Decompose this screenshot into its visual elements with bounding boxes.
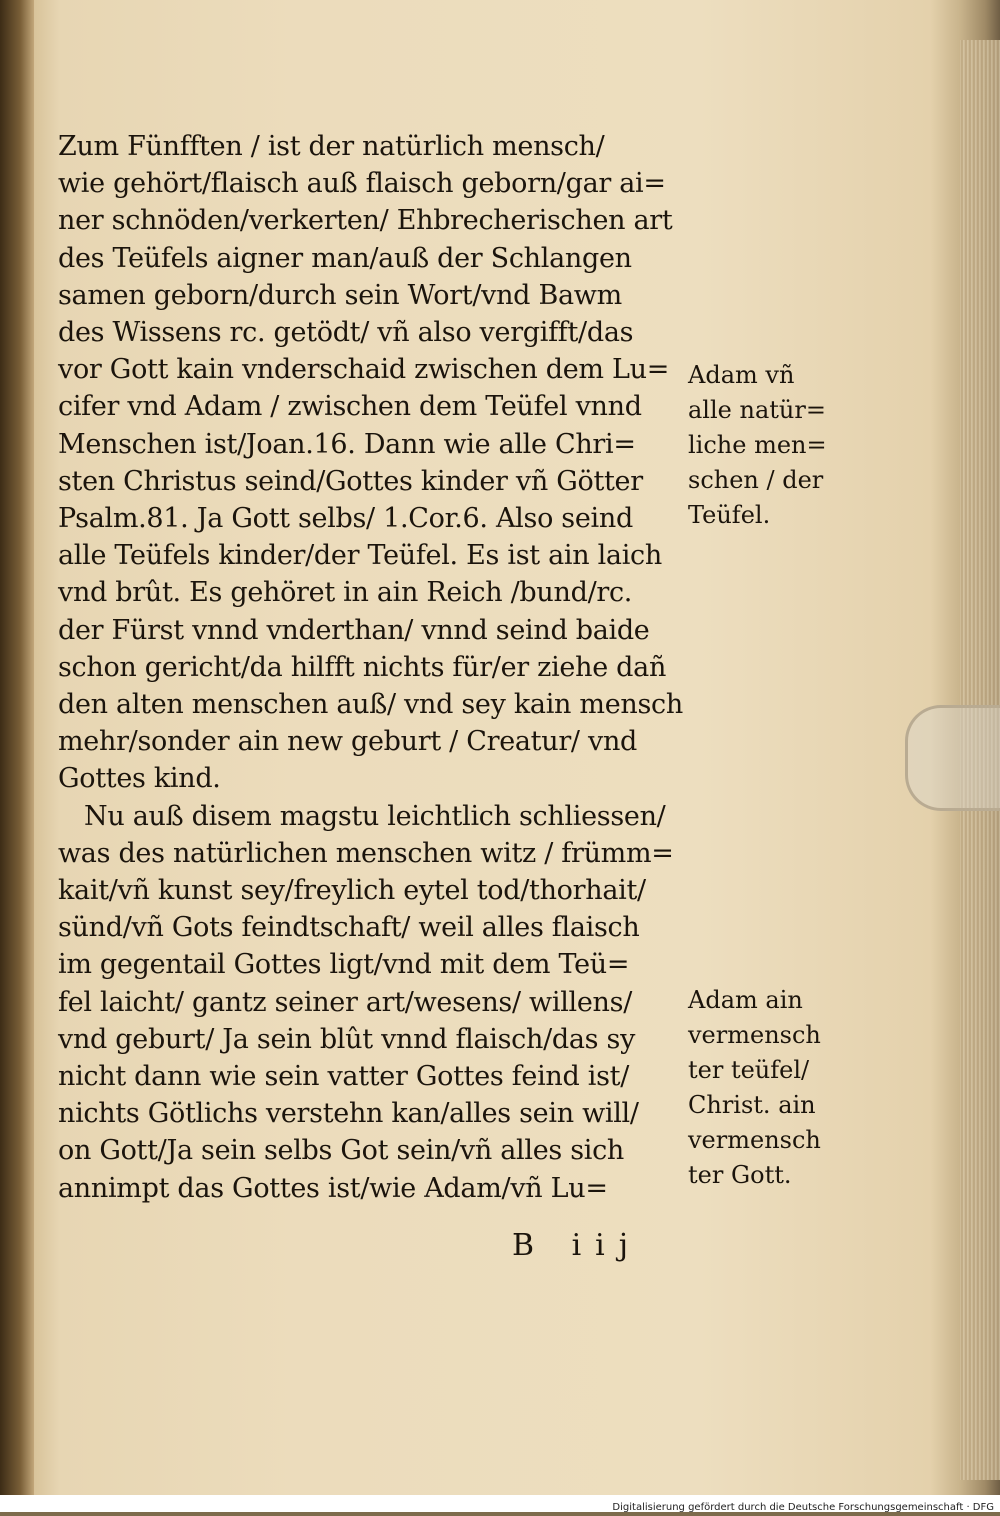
main-text-block: [58, 128, 698, 1207]
text-line: des Wissens rc. getödt/ vñ also vergifft/das: [58, 317, 634, 349]
text-line: wie gehört/flaisch auß flaisch geborn/gar ai=: [58, 168, 666, 200]
text-line: Psalm.81. Ja Gott selbs/ 1.Cor.6. Also seind: [58, 503, 633, 535]
margin-note-line: Adam vñ: [688, 361, 795, 389]
text-line: sten Christus seind/Gottes kinder vñ Götter: [58, 465, 643, 497]
text-line: samen geborn/durch sein Wort/vnd Bawm: [58, 279, 622, 311]
text-line: mehr/sonder ain new geburt / Creatur/ vnd: [58, 726, 638, 758]
text-line: annimpt das Gottes ist/wie Adam/vñ Lu=: [58, 1172, 608, 1204]
text-line: Gottes kind.: [58, 763, 221, 795]
margin-note-line: vermensch: [688, 1126, 821, 1154]
text-line: alle Teüfels kinder/der Teüfel. Es ist ain laich: [58, 540, 662, 572]
margin-note-line: ter Gott.: [688, 1161, 792, 1189]
text-line: Menschen ist/Joan.16. Dann wie alle Chri=: [58, 428, 636, 460]
text-line: fel laicht/ gantz seiner art/wesens/ willens/: [58, 986, 632, 1018]
margin-note-line: liche men=: [688, 431, 827, 459]
text-line: vnd geburt/ Ja sein blût vnnd flaisch/das sy: [58, 1023, 636, 1055]
margin-note-line: Adam ain: [688, 986, 803, 1014]
margin-note-line: Teüfel.: [688, 501, 771, 529]
margin-note-line: alle natür=: [688, 396, 826, 424]
margin-notes: [688, 358, 858, 1189]
text-line: der Fürst vnnd vnderthan/ vnnd seind baide: [58, 614, 650, 646]
text-line: was des natürlichen menschen witz / frümm=: [58, 837, 674, 869]
text-line: on Gott/Ja sein selbs Got sein/vñ alles sich: [58, 1135, 625, 1167]
text-line: nicht dann wie sein vatter Gottes feind ist/: [58, 1061, 630, 1093]
footer-credit: Digitalisierung gefördert durch die Deutsche Forschungsgemeinschaft · DFG: [612, 1502, 994, 1513]
margin-note-line: schen / der: [688, 466, 824, 494]
margin-note-2: [688, 983, 821, 1193]
text-line: Zum Fünfften / ist der natürlich mensch/: [58, 131, 605, 162]
text-line: vnd brût. Es gehöret in ain Reich /bund/rc.: [58, 577, 633, 609]
margin-note-line: ter teüfel/: [688, 1056, 810, 1084]
text-line: vor Gott kain vnderschaid zwischen dem Lu=: [58, 354, 670, 386]
margin-note-line: Christ. ain: [688, 1091, 816, 1119]
book-spine: [0, 0, 34, 1495]
margin-note-1: [688, 358, 858, 533]
text-line: im gegentail Gottes ligt/vnd mit dem Teü=: [58, 949, 630, 981]
text-line: kait/vñ kunst sey/freylich eytel tod/thorhait/: [58, 875, 646, 907]
text-line: nichts Götlichs verstehn kan/alles sein will/: [58, 1098, 639, 1130]
text-line: cifer vnd Adam / zwischen dem Teüfel vnnd: [58, 391, 642, 423]
footer-bar: [0, 1495, 1000, 1512]
text-line: sünd/vñ Gots feindtschaft/ weil alles flaisch: [58, 912, 640, 944]
text-line: den alten menschen auß/ vnd sey kain mensch: [58, 689, 683, 721]
text-line: Nu auß disem magstu leichtlich schliessen/: [84, 800, 666, 832]
page-clip: [905, 705, 1000, 811]
text-line: schon gericht/da hilfft nichts für/er ziehe dañ: [58, 651, 667, 683]
text-line: des Teüfels aigner man/auß der Schlangen: [58, 242, 632, 274]
text-line: ner schnöden/verkerten/ Ehbrecherischen art: [58, 205, 673, 237]
signature-mark: B iij: [512, 1228, 643, 1263]
margin-note-line: vermensch: [688, 1021, 821, 1049]
